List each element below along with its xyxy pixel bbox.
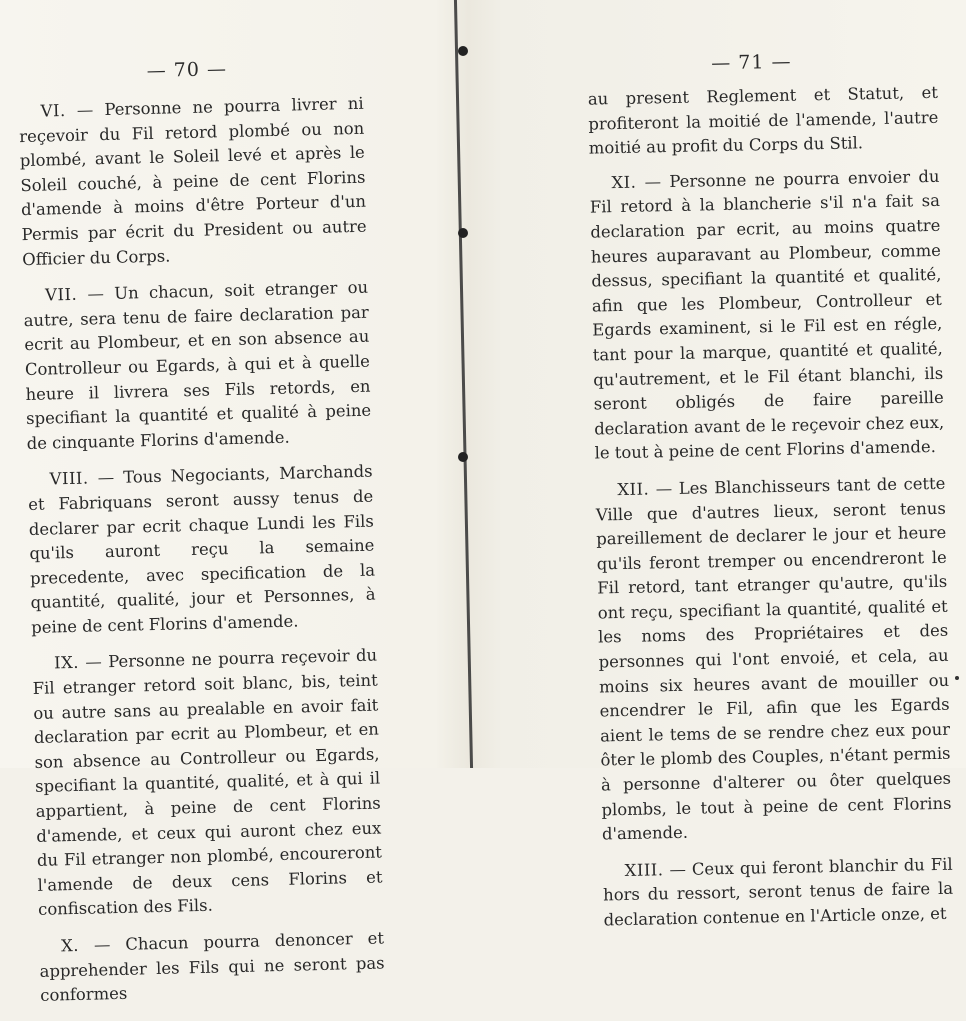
article-xii (595, 472, 952, 848)
article-text: — Personne ne pourra envoier du Fil retord à la blancherie s'il n'a fait sa declaration par ecrit, au moins quatre heures auparavant au Plombeur, comme dessus, specifiant la quantité et qualité, afin que les Plombeur, Controlleur et Egards examinent, si le Fil est en régle, tant pour la marque, quantité et qualité, qu'autrement, et le Fil étant blanchi, ils seront obligés de faire pareille declaration avant de le reçevoir chez eux, le tout à peine de cent Florins d'amende. (589, 166, 945, 463)
article-number: XI. (611, 172, 637, 192)
article-number: VI. (40, 100, 66, 121)
left-page (0, 0, 474, 1006)
continuation-text: au present Reglement et Statut, et profiteront la moitié de l'amende, l'autre moitié au profit du Corps du Stil. (587, 82, 939, 158)
binding-mark (458, 452, 468, 462)
article-ix (32, 644, 384, 923)
article-vi (18, 92, 367, 273)
article-text: — Les Blanchisseurs tant de cette Ville que d'autres lieux, seront tenus pareillement de declarer le jour et heure qu'ils feront tremper ou encendreront le Fil retord, tant etranger qu'autre, qu'ils ont reçu, specifiant la quantité, qualité et les noms des Propriétaires et des personnes qui l'ont envoié, et cela, au moins six heures avant de mouiller ou encendrer le Fil, afin que les Egards aient le tems de se rendre chez eux pour ôter le plomb des Couples, n'étant permis à personne d'alterer ou ôter quelques plombs, le tout à peine de cent Florins d'amende. (595, 473, 952, 844)
article-viii (27, 460, 376, 641)
article-number: XII. (617, 479, 650, 500)
article-x (39, 926, 386, 1008)
article-vii (23, 276, 372, 457)
right-page-text (588, 81, 954, 945)
left-page-text (18, 92, 385, 1021)
article-number: XIII. (624, 860, 664, 880)
binding-mark (458, 46, 468, 56)
article-text: — Chacun pourra denoncer et apprehender les Fils qui ne seront pas conformes (39, 928, 385, 1006)
article-number: X. (60, 935, 80, 956)
right-page (478, 0, 966, 930)
left-page-number: — 70 — (146, 58, 228, 82)
article-text: — Personne ne pourra livrer ni reçevoir du Fil retord plombé ou non plombé, avant le Soleil levé et après le Soleil couché, à peine de cent Florins d'amende à moins d'être Porteur d'un Permis par écrit du President ou autre Officier du Corps. (19, 93, 367, 269)
article-xiii (602, 853, 953, 933)
article-text: — Un chacun, soit etranger ou autre, sera tenu de faire declaration par ecrit au Plombeur, et en son absence au Controlleur ou Egards, à qui et à quelle heure il livrera ses Fils retords, en specifiant la quantité et qualité à peine de cinquante Florins d'amende. (23, 277, 372, 453)
article-number: VII. (44, 284, 78, 305)
binding-mark (458, 228, 468, 238)
ink-speck (955, 676, 959, 680)
article-number: VIII. (49, 468, 89, 489)
right-page-number: — 71 — (711, 50, 792, 75)
article-number: IX. (53, 653, 80, 673)
article-text: — Ceux qui feront blanchir du Fil hors du ressort, seront tenus de faire la declaration contenue en l'Article onze, et (602, 854, 954, 930)
article-xi (589, 165, 945, 467)
article-text: — Personne ne pourra reçevoir du Fil etranger retord soit blanc, bis, teint ou autre sans au prealable en avoir fait declaration par ecrit au Plombeur, et en son absence au Controlleur ou Egards, specifiant la quantité, qualité, et à qui il appartient, à peine de cent Florins d'amende, et ceux qui auront chez eux du Fil etranger non plombé, encoureront l'amende de deux cens Florins et confiscation des Fils. (32, 646, 383, 920)
article-text: — Tous Negociants, Marchands et Fabriquans seront aussy tenus de declarer par ecrit chaque Lundi les Fils qu'ils auront reçu la semaine precedente, avec specification de la quantité, qualité, jour et Personnes, à peine de cent Florins d'amende. (28, 461, 376, 637)
